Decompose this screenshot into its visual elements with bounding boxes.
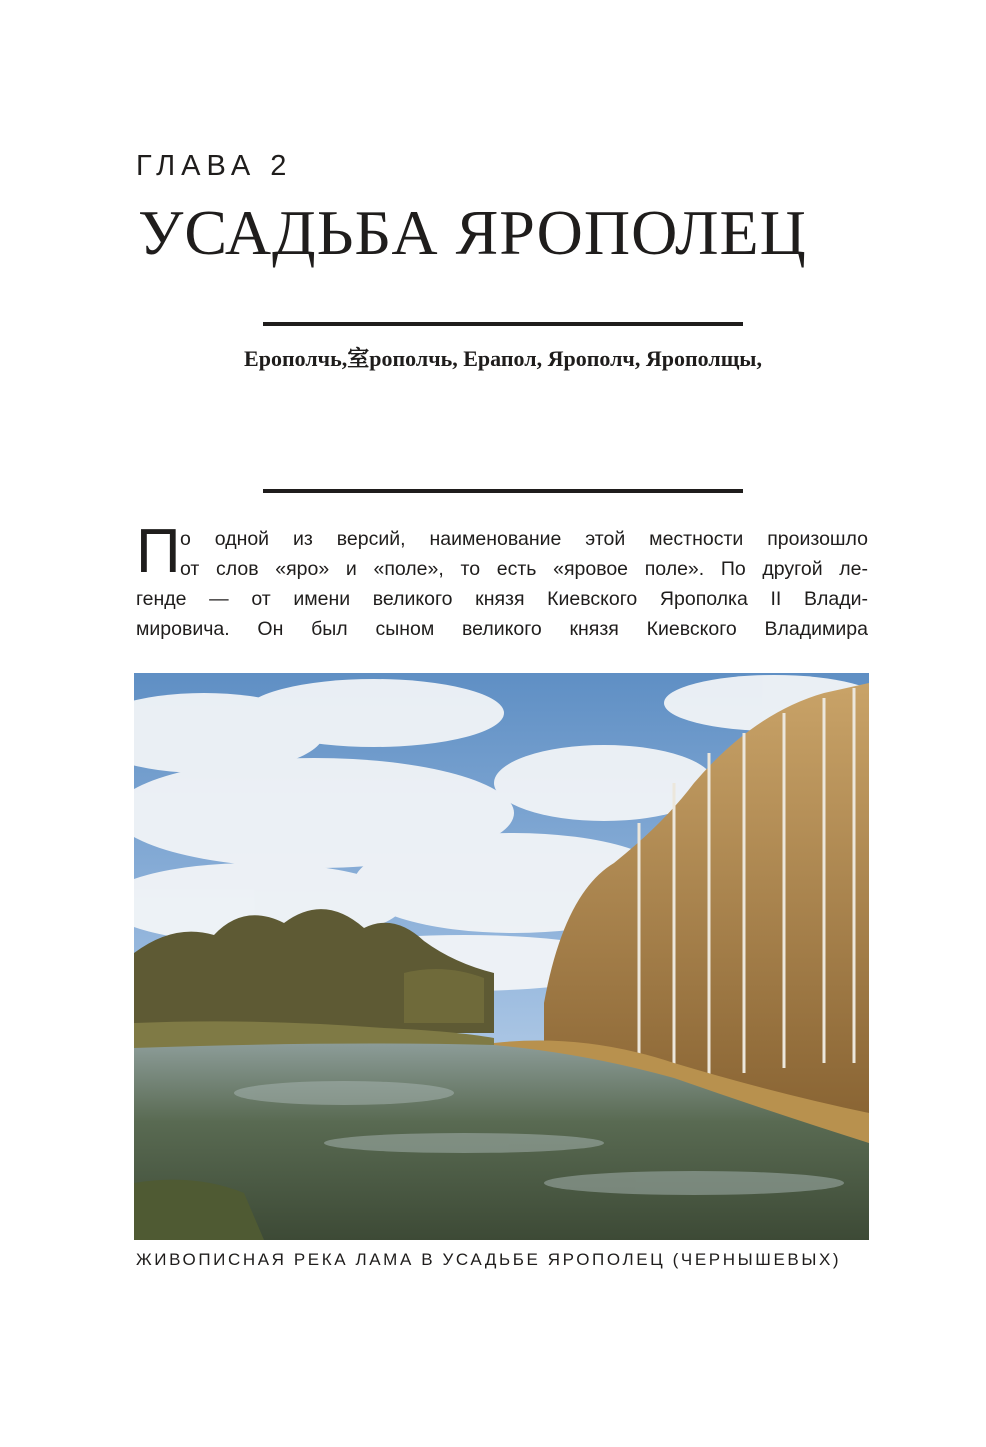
epigraph-top-rule — [263, 322, 743, 326]
drop-cap: П — [136, 517, 181, 586]
river-photo — [134, 673, 869, 1240]
body-line: мировича. Он был сыном великого князя Киевского Владимира — [136, 618, 868, 640]
epigraph — [160, 342, 846, 376]
photo-caption: ЖИВОПИСНАЯ РЕКА ЛАМА В УСАДЬБЕ ЯРОПОЛЕЦ (ЧЕРНЫШЕВЫХ) — [136, 1250, 842, 1269]
body-line: генде — от имени великого князя Киевского Ярополка II Влади- — [136, 588, 868, 610]
chapter-label: ГЛАВА 2 — [136, 150, 293, 182]
body-line: от слов «яро» и «поле», то есть «яровое поле». По другой ле- — [180, 558, 868, 580]
epigraph-bottom-rule — [263, 489, 743, 493]
epigraph-line: Ерополчь,室рополчь, Ерапол, Ярополч, Ярополщы, — [244, 346, 762, 371]
far-trees — [404, 969, 484, 1023]
body-paragraph — [136, 517, 868, 644]
body-line: о одной из версий, наименование этой местности произошло — [180, 528, 868, 550]
chapter-title: УСАДЬБА ЯРОПОЛЕЦ — [138, 197, 807, 268]
